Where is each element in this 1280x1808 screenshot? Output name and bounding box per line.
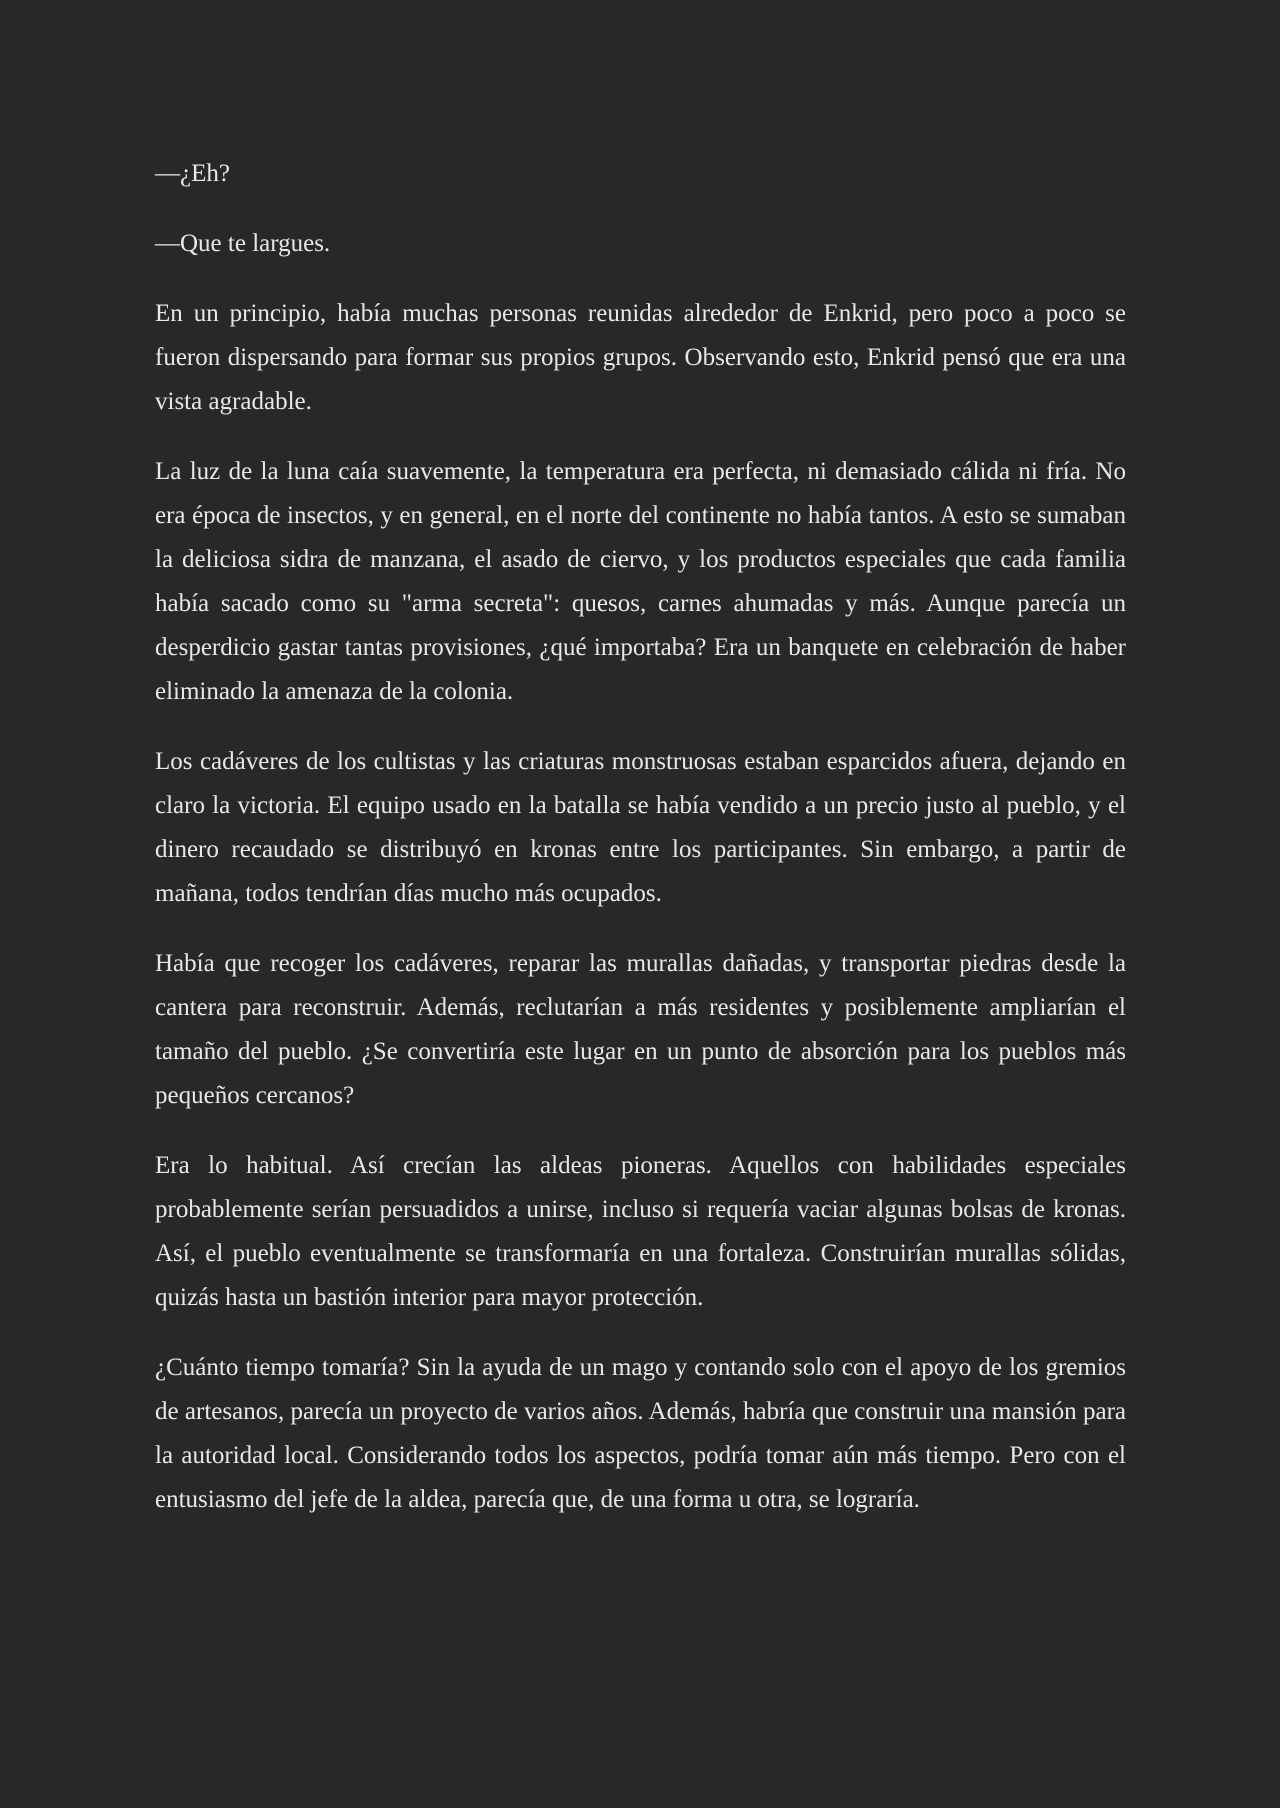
paragraph-gathering: En un principio, había muchas personas reunidas alrededor de Enkrid, pero poco a poco se fueron dispersando para formar sus propios grupos. Observando esto, Enkrid pensó que era una vista agradable. [155, 300, 1126, 415]
dialogue-line-largues: —Que te largues. [155, 230, 331, 257]
dialogue-line-eh: —¿Eh? [155, 160, 230, 187]
paragraph-timeline: ¿Cuánto tiempo tomaría? Sin la ayuda de un mago y contando solo con el apoyo de los gremios de artesanos, parecía un proyecto de varios años. Además, habría que construir una mansión para la autoridad local. Considerando todos los aspectos, podría tomar aún más tiempo. Pero con el entusiasmo del jefe de la aldea, parecía que, de una forma u otra, se lograría. [155, 1354, 1126, 1513]
paragraph-victory: Los cadáveres de los cultistas y las criaturas monstruosas estaban esparcidos afuera, dejando en claro la victoria. El equipo usado en la batalla se había vendido a un precio justo al pueblo, y el dinero recaudado se distribuyó en kronas entre los participantes. Sin embargo, a partir de mañana, todos tendrían días mucho más ocupados. [155, 748, 1126, 907]
paragraph-reconstruction: Había que recoger los cadáveres, reparar las murallas dañadas, y transportar piedras desde la cantera para reconstruir. Además, reclutarían a más residentes y posiblemente ampliarían el tamaño del pueblo. ¿Se convertiría este lugar en un punto de absorción para los pueblos más pequeños cercanos? [155, 950, 1126, 1109]
paragraph-growth: Era lo habitual. Así crecían las aldeas pioneras. Aquellos con habilidades especiales probablemente serían persuadidos a unirse, incluso si requería vaciar algunas bolsas de kronas. Así, el pueblo eventualmente se transformaría en una fortaleza. Construirían murallas sólidas, quizás hasta un bastión interior para mayor protección. [155, 1152, 1126, 1311]
paragraph-banquet: La luz de la luna caía suavemente, la temperatura era perfecta, ni demasiado cálida ni fría. No era época de insectos, y en general, en el norte del continente no había tantos. A esto se sumaban la deliciosa sidra de manzana, el asado de ciervo, y los productos especiales que cada familia había sacado como su "arma secreta": quesos, carnes ahumadas y más. Aunque parecía un desperdicio gastar tantas provisiones, ¿qué importaba? Era un banquete en celebración de haber eliminado la amenaza de la colonia. [155, 458, 1126, 705]
